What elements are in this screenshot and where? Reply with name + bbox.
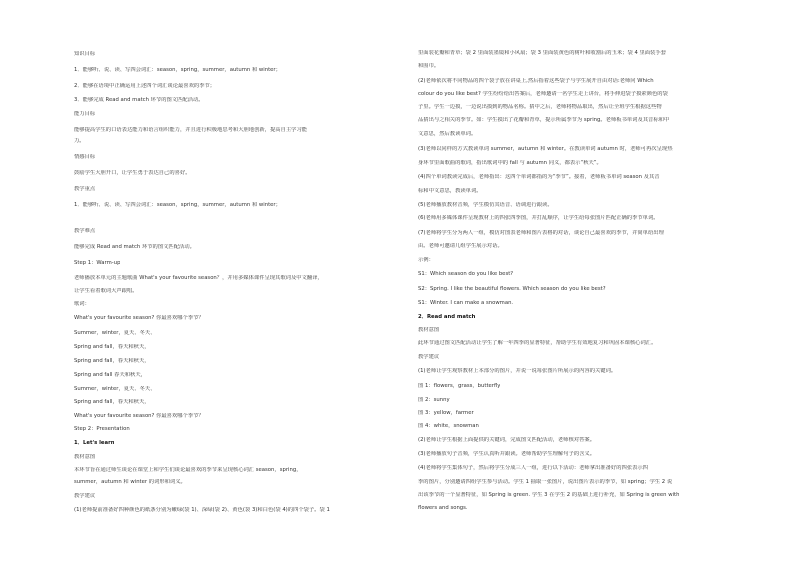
left-column-line: 1．能够听、说、读、写四会词汇：season，spring，summer，autumn 和 winter； bbox=[74, 67, 281, 73]
right-column-line: 示例： bbox=[418, 257, 434, 263]
right-column-line: 由。老师可邀请几组学生展示对话。 bbox=[418, 243, 503, 249]
right-column-line: (4)四个单词教读完成后，老师指出：这四个单词都指的为“季节”。接着，老师板书单词 season 及其音 bbox=[418, 174, 660, 180]
left-column-line: 1．Let's learn bbox=[74, 440, 115, 446]
right-column-line: (3)老师播放句子音频，学生认真听并跟读。老师帮助学生理解句子的含义。 bbox=[418, 451, 596, 457]
left-column-line: 教学重点 bbox=[74, 186, 96, 192]
right-column-line: 教学建议 bbox=[418, 354, 440, 360]
right-column-line: 子里。学生一边摸，一边说出摸到的物品名称。猜中之后，老师将物品取出，然后让全班学生根据这些物 bbox=[418, 104, 662, 110]
left-column-line: 2．能够在语境中正确运用上述四个词汇谈论最喜欢的季节； bbox=[74, 83, 216, 89]
left-column-line: Spring and fall，春天和秋天， bbox=[74, 399, 150, 405]
left-column-line: What's your favourite season? 你最喜欢哪个季节？ bbox=[74, 315, 204, 321]
left-column-line: 歌词： bbox=[74, 301, 90, 307]
left-column-line: 情感目标 bbox=[74, 154, 96, 160]
right-column-line: (2)老师依次将不同物品的四个袋子放在讲桌上,然后指着这些袋子与学生展开自由对话:老师问 Which bbox=[418, 78, 654, 84]
right-column-line: (4)老师将学生集体句子，然后将学生分成三人一组，进行以下活动：老师拿出准备好的四张表示四 bbox=[418, 465, 648, 471]
right-column-line: 此环节通过图文匹配活动让学生了解一年四季的显著特征，帮助学生有效地复习和巩固本课核心词汇。 bbox=[418, 340, 657, 346]
left-column-line: 让学生看着歌词大声跟唱。 bbox=[74, 288, 138, 294]
left-column-line: 知识目标 bbox=[74, 51, 96, 57]
left-column-line: Summer，winter，夏天、冬天、 bbox=[74, 386, 156, 392]
right-column-line: 标和中文意思，教读单词。 bbox=[418, 188, 482, 194]
left-column-line: 教学难点 bbox=[74, 228, 96, 234]
right-column-line: (6)老师用多媒体课件呈现教材上的四张四季图，并打乱顺序，让学生给每张图片匹配正确的季节单词。 bbox=[418, 215, 659, 221]
right-column-line: 图 2：sunny bbox=[418, 397, 450, 403]
right-column-line: (7)老师将学生分为两人一组，模仿对图表老师和图片表格的对话，谈论自己最喜欢的季节，并简单给出理 bbox=[418, 230, 664, 236]
right-column-line: 品猜出与之相关的季节。如：学生摸出了花瓣和青草，提示所属季节为 spring。老师板书单词及其音标和中 bbox=[418, 117, 670, 123]
left-column-line: 教学建议 bbox=[74, 493, 96, 499]
right-column-line: 出该季节的一个显著特征，如 Spring is green. 学生 3 在学生 2 的基础上进行补充，如 Spring is green with bbox=[418, 492, 680, 498]
left-column-line: 1．能够听、说、读、写四会词汇：season，spring，summer，autumn 和 winter； bbox=[74, 202, 281, 208]
right-column-line: (5)老师播放教材音频，学生模仿其语音、语调进行跟读。 bbox=[418, 202, 553, 208]
right-column-line: S2：Spring. I like the beautiful flowers. Which season do you like best? bbox=[418, 286, 606, 292]
left-column-line: Step 2：Presentation bbox=[74, 426, 130, 432]
left-column-line: 力。 bbox=[74, 138, 85, 144]
right-column-line: 图 4：white，snowman bbox=[418, 423, 479, 429]
right-column-line: colour do you like best? 学生纷纷给出答案后，老师邀请一名学生走上讲台，将手伸进袋子摸索颜色的袋 bbox=[418, 91, 668, 97]
right-column-line: 里面装花瓣和青草；袋 2 里面装墨镜和小风扇；袋 3 里面装黄色的树叶和收割后的玉米；袋 4 里面装手套 bbox=[418, 50, 666, 56]
left-column-line: Spring and fall 春天和秋天， bbox=[74, 372, 146, 378]
right-column-line: S1：Which season do you like best? bbox=[418, 271, 514, 277]
left-column-line: 本环节旨在通过师生谈论在课堂上和学生们谈论最喜欢的季节来呈现核心词汇 season，spring， bbox=[74, 467, 302, 473]
right-column-line: 和围巾。 bbox=[418, 63, 440, 69]
right-column-line: (2)老师让学生根据上面提供的关键词，完成图文匹配活动，老师核对答案。 bbox=[418, 437, 596, 443]
right-column-line: 教材意图 bbox=[418, 327, 440, 333]
left-column-line: 3．能够完成 Read and match 环节的图文匹配活动。 bbox=[74, 97, 204, 103]
left-column-line: 教材意图 bbox=[74, 454, 96, 460]
left-column-line: 能力目标 bbox=[74, 111, 96, 117]
left-column-line: 老师播放本单元的主题歌曲 What's your favourite season？，并用多媒体课件呈现其歌词及中文翻译， bbox=[74, 275, 323, 281]
right-column-line: 文意思，然后教读单词。 bbox=[418, 131, 477, 137]
left-column-line: 能够提高学生的口语表达能力和语言组织能力，并且进行积极地思考和大胆地创新，提高自主学习能 bbox=[74, 127, 308, 133]
left-column-line: summer，autumn 和 winter 的词形和词义。 bbox=[74, 479, 186, 485]
right-column-line: (1)老师让学生观察教材上本部分的图片，并说一说每张图片所展示的内容的关键词。 bbox=[418, 368, 617, 374]
left-column-line: (1)老师提前准备好四种颜色的纸条分别为嫩绿(袋 1)、深绿(袋 2)、黄色(袋 3)和白色(袋 4)的四个袋子。袋 1 bbox=[74, 507, 330, 513]
right-column-line: 图 3：yellow，farmer bbox=[418, 410, 474, 416]
right-column-line: 季的图片，分别邀请四组学生参与活动。学生 1 抽取一张图片，说出图片表示的季节，如 spring；学生 2 说 bbox=[418, 479, 673, 485]
right-column-line: 身环节里面歌曲的歌词，指出歌词中的 fall 与 autumn 同义，都表示“秋天”。 bbox=[418, 160, 602, 166]
left-column-line: Spring and fall，春天和秋天， bbox=[74, 358, 150, 364]
left-column-line: What's your favourite season? 你最喜欢哪个季节？ bbox=[74, 413, 204, 419]
right-column-line: (3)老师以同样的方式教读单词 summer，autumn 和 winter。在教读单词 autumn 时，老师可再次呈现热 bbox=[418, 146, 673, 152]
left-column-line: 鼓励学生大胆开口，让学生勇于表达自己的喜好。 bbox=[74, 170, 191, 176]
right-column-line: S1：Winter. I can make a snowman. bbox=[418, 300, 514, 306]
left-column-line: Summer，winter，夏天、冬天、 bbox=[74, 330, 156, 336]
left-column-line: Step 1：Warm-up bbox=[74, 260, 121, 266]
left-column-line: 能够完成 Read and match 环节的图文匹配活动。 bbox=[74, 244, 195, 250]
right-column-line: 2．Read and match bbox=[418, 314, 476, 320]
right-column-line: 图 1：flowers，grass，butterfly bbox=[418, 383, 501, 389]
left-column-line: Spring and fall，春天和秋天， bbox=[74, 344, 150, 350]
right-column-line: flowers and songs. bbox=[418, 505, 468, 511]
